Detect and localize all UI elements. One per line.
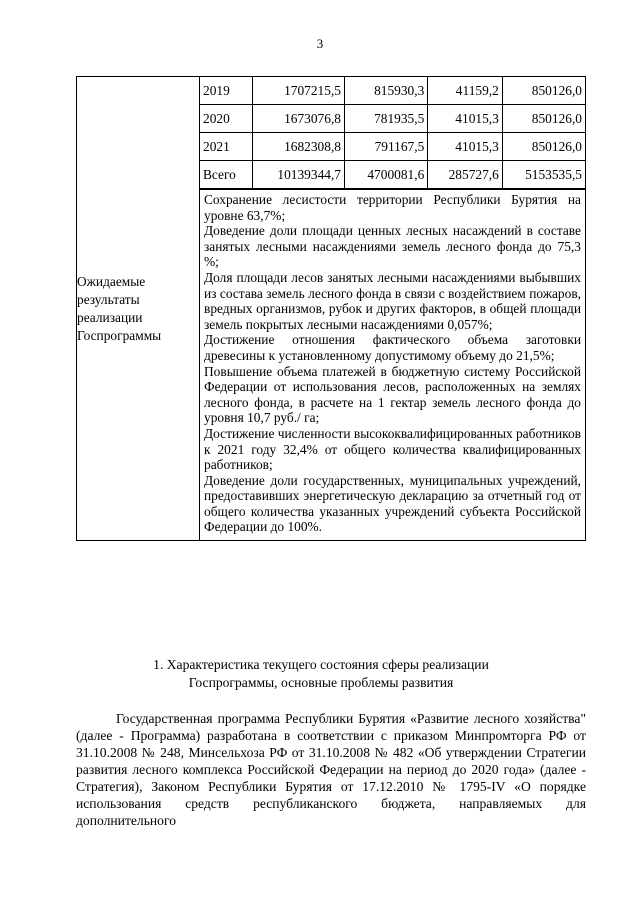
finance-cell-total: 1682308,8 <box>253 133 345 161</box>
finance-row <box>200 105 585 133</box>
result-item: Сохранение лесистости территории Республики Бурятия на уровне 63,7%; <box>204 192 581 223</box>
finance-cell-c3: 41015,3 <box>428 133 503 161</box>
result-item: Доведение доли государственных, муниципальных учреждений, предоставивших энергетическую декларацию за отчетный год от общего количества указанных учреждений субъекта Российской Федерации до 100%. <box>204 472 581 535</box>
finance-cell-c2: 791167,5 <box>345 133 428 161</box>
section-heading <box>96 656 546 692</box>
section-heading-line-2: Госпрограммы, основные проблемы развития <box>188 675 454 690</box>
finance-cell-c3: 285727,6 <box>428 161 503 189</box>
section-heading-line-1: 1. Характеристика текущего состояния сферы реализации <box>153 657 489 672</box>
finance-row <box>200 133 585 161</box>
result-item: Достижение численности высококвалифицированных работников к 2021 году 32,4% от общего количества квалифицированных работников; <box>204 425 581 473</box>
finance-cell-c4: 5153535,5 <box>502 161 585 189</box>
finance-cell-total: 1673076,8 <box>253 105 345 133</box>
expected-results-cell <box>200 190 586 541</box>
finance-cell-c2: 4700081,6 <box>345 161 428 189</box>
finance-cell-total: 1707215,5 <box>253 77 345 105</box>
body-paragraph: Государственная программа Республики Бурятия «Развитие лесного хозяйства" (далее - Программа) разработана в соответствии с приказом Минпромторга РФ от 31.10.2008 № 248, Минсельхоза РФ от 31.10.2008 № 482 «Об утверждении Стратегии развития лесного комплекса Российской Федерации на период до 2020 года» (далее - Стратегия), Законом Республики Бурятия от 17.12.2010 № 1795-IV «О порядке использования средств республиканского бюджета, направляемых для дополнительного <box>76 711 586 828</box>
finance-cell-c4: 850126,0 <box>502 105 585 133</box>
finance-cell-c2: 781935,5 <box>345 105 428 133</box>
finance-cell-year: Всего <box>200 161 253 189</box>
finance-cell-c3: 41159,2 <box>428 77 503 105</box>
result-item: Достижение отношения фактического объема заготовки древесины к установленному допустимому объему до 21,5%; <box>204 332 581 363</box>
finance-cell-c2: 815930,3 <box>345 77 428 105</box>
finance-cell-year: 2021 <box>200 133 253 161</box>
finance-cell <box>200 77 586 190</box>
results-list <box>204 192 581 535</box>
finance-cell-year: 2020 <box>200 105 253 133</box>
expected-results-label: Ожидаемые результаты реализации Госпрограммы <box>77 77 200 541</box>
finance-cell-c3: 41015,3 <box>428 105 503 133</box>
result-item: Доведение доли площади ценных лесных насаждений в составе занятых лесными насаждениями земель лесного фонда до 75,3 %; <box>204 223 581 270</box>
page-number: 3 <box>316 36 324 51</box>
result-item: Доля площади лесов занятых лесными насаждениями выбывших из состава земель лесного фонда в связи с воздействием пожаров, вредных организмов, рубок и других факторов, в общей площади земель покрытых лесными насаждениями 0,057%; <box>204 269 581 332</box>
finance-cell-c4: 850126,0 <box>502 77 585 105</box>
result-item: Повышение объема платежей в бюджетную систему Российской Федерации от использования лесов, расположенных на землях лесного фонда, в расчете на 1 гектар земель лесного фонда до уровня 10,7 руб./ га; <box>204 363 581 426</box>
finance-row <box>200 161 585 189</box>
finance-cell-c4: 850126,0 <box>502 133 585 161</box>
finance-cell-total: 10139344,7 <box>253 161 345 189</box>
finance-table <box>200 77 585 189</box>
finance-cell-year: 2019 <box>200 77 253 105</box>
program-passport-table <box>76 76 586 541</box>
finance-row <box>200 77 585 105</box>
